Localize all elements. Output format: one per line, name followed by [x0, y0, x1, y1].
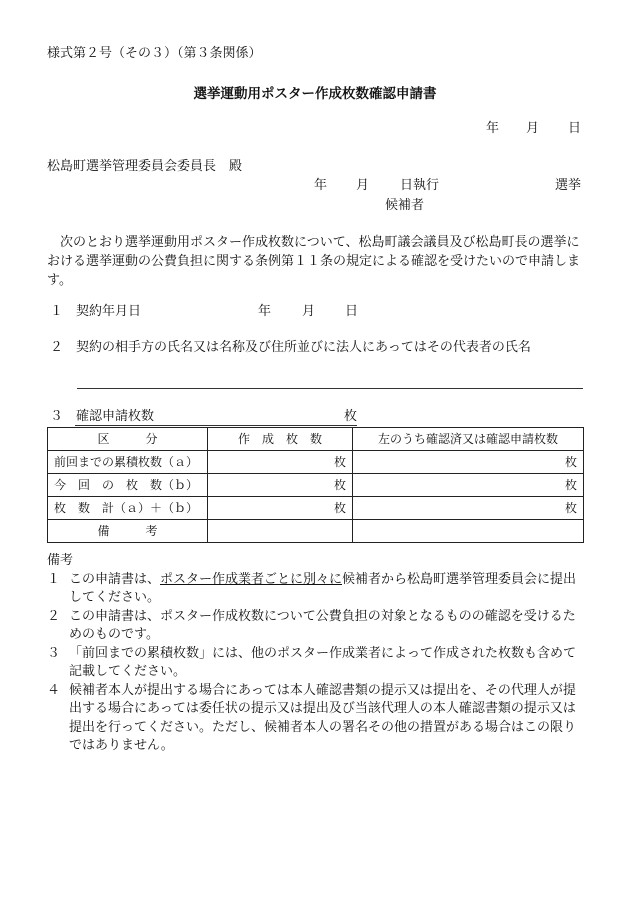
count-underline — [75, 425, 357, 426]
cell-confirmed: 枚 — [353, 474, 584, 497]
cell-confirmed: 枚 — [353, 451, 584, 474]
note-num: １ — [47, 571, 61, 587]
item1-day: 日 — [345, 304, 359, 319]
item3-label: 確認申請枚数 — [76, 409, 155, 424]
note1-pre: この申請書は、 — [69, 571, 161, 587]
table-row — [48, 451, 584, 474]
item1-month: 月 — [302, 304, 316, 319]
count-table — [47, 427, 584, 543]
election-year: 年 — [314, 178, 328, 193]
cell-confirmed: 枚 — [353, 497, 584, 520]
date-month: 月 — [526, 121, 540, 136]
cell-created: 枚 — [208, 451, 353, 474]
note-text: 候補者本人が提出する場合にあっては本人確認書類の提示又は提出を、その代理人が提出する場合にあっては委任状の提示又は提出及び当該代理人の本人確認書類の提示又は提出を行ってください。ただし、候補者本人の署名その他の措置がある場合はこの限りではありません。 — [69, 682, 577, 753]
notes-section — [47, 552, 587, 756]
note-item — [47, 682, 587, 756]
item2-label: 契約の相手方の氏名又は名称及び住所並びに法人にあってはその代表者の氏名 — [76, 340, 531, 355]
row-label: 今 回 の 枚 数（ｂ） — [48, 474, 208, 497]
note-num: ４ — [47, 682, 61, 698]
item1-year: 年 — [258, 304, 272, 319]
note-num: ２ — [47, 608, 61, 624]
item1-label: 契約年月日 — [76, 304, 142, 319]
item2-num: ２ — [50, 340, 64, 355]
table-row — [48, 497, 584, 520]
item3-num: ３ — [50, 409, 64, 424]
note-text: この申請書は、ポスター作成枚数について公費負担の対象となるものの確認を受けるためのものです。 — [69, 608, 576, 642]
note-item — [47, 608, 587, 645]
note-num: ３ — [47, 645, 61, 661]
item1-num: １ — [50, 304, 64, 319]
election-month: 月 — [356, 178, 370, 193]
candidate-label: 候補者 — [385, 198, 425, 213]
date-day: 日 — [568, 121, 582, 136]
header-category: 区 分 — [48, 428, 208, 451]
election-label: 選挙 — [555, 178, 582, 193]
note-text — [69, 571, 587, 608]
row-label-remarks: 備 考 — [48, 520, 208, 543]
cell-created: 枚 — [208, 474, 353, 497]
contract-party-line — [77, 388, 583, 389]
election-day-exec: 日執行 — [400, 178, 440, 193]
cell-remarks-1 — [208, 520, 353, 543]
header-created: 作 成 枚 数 — [208, 428, 353, 451]
row-label: 前回までの累積枚数（ａ） — [48, 451, 208, 474]
header-confirmed: 左のうち確認済又は確認申請枚数 — [353, 428, 584, 451]
cell-created: 枚 — [208, 497, 353, 520]
row-label: 枚 数 計（ａ）＋（ｂ） — [48, 497, 208, 520]
item3-unit: 枚 — [344, 409, 358, 424]
form-id: 様式第２号（その３）（第３条関係） — [47, 46, 262, 61]
note1-post: 候補者から松島町選挙管理委員会に提出してください。 — [69, 571, 577, 605]
table-row — [48, 520, 584, 543]
body-text: 次のとおり選挙運動用ポスター作成枚数について、松島町議会議員及び松島町長の選挙における選挙運動の公費負担に関する条例第１１条の規定による確認を受けたいので申請します。 — [47, 235, 581, 288]
addressee: 松島町選挙管理委員会委員長 殿 — [47, 159, 243, 174]
notes-heading: 備考 — [47, 553, 74, 568]
cell-remarks-2 — [353, 520, 584, 543]
note-item — [47, 571, 587, 608]
page-title: 選挙運動用ポスター作成枚数確認申請書 — [193, 86, 437, 102]
note1-underlined: ポスター作成業者ごとに別々に — [160, 571, 343, 587]
date-year: 年 — [486, 121, 500, 136]
note-item — [47, 645, 587, 682]
table-header-row — [48, 428, 584, 451]
note-text: 「前回までの累積枚数」には、他のポスター作成業者によって作成された枚数も含めて記載してください。 — [69, 645, 577, 679]
table-row — [48, 474, 584, 497]
